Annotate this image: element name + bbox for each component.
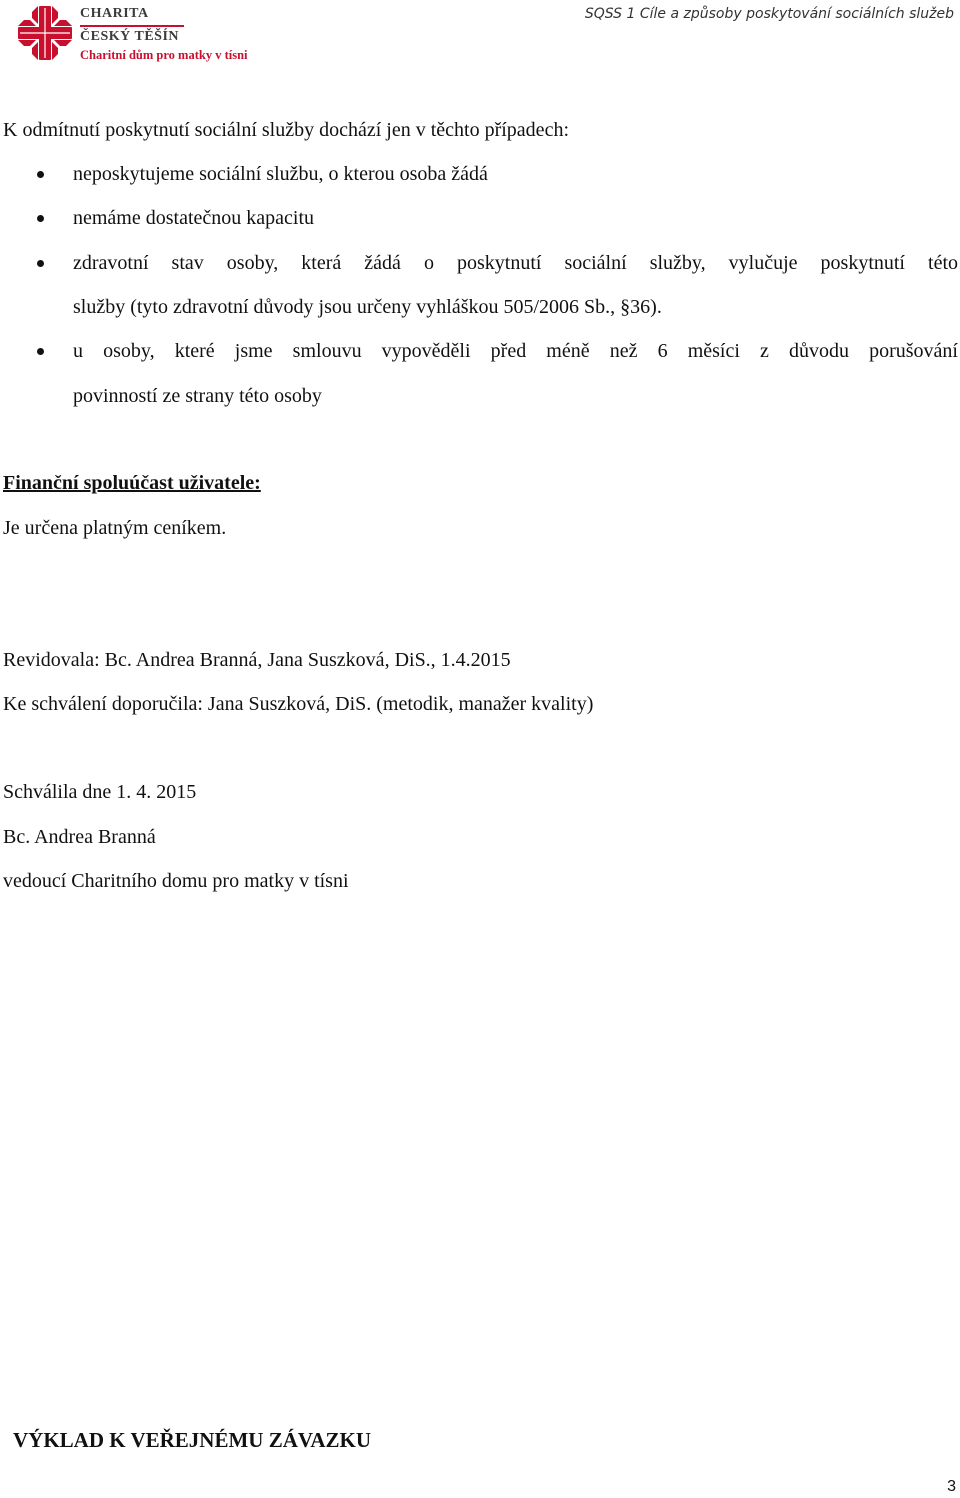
page-number: 3 (947, 1478, 956, 1495)
list-item-text: zdravotní stav osoby, která žádá o poskytnutí sociální služby, vylučuje poskytnutí této (73, 252, 958, 274)
list-item-text: u osoby, které jsme smlouvu vypověděli před méně než 6 měsíci z důvodu porušování (73, 340, 958, 362)
logo-line-2: ČESKÝ TĚŠÍN (80, 29, 180, 44)
bullet-icon (37, 215, 44, 222)
approver-name: Bc. Andrea Branná (3, 826, 156, 848)
financial-text: Je určena platným ceníkem. (3, 517, 227, 539)
revised-by: Revidovala: Bc. Andrea Branná, Jana Suszková, DiS., 1.4.2015 (3, 649, 511, 671)
bullet-icon (37, 348, 44, 355)
approver-role: vedoucí Charitního domu pro matky v tísni (3, 870, 349, 892)
charita-logo (16, 4, 246, 64)
section-title: VÝKLAD K VEŘEJNÉMU ZÁVAZKU (13, 1428, 372, 1452)
refusal-intro: K odmítnutí poskytnutí sociální služby dochází jen v těchto případech: (3, 119, 569, 141)
list-item-text: nemáme dostatečnou kapacitu (73, 207, 315, 229)
logo-divider (80, 25, 184, 27)
financial-heading: Finanční spoluúčast uživatele: (3, 472, 261, 494)
bullet-icon (37, 260, 44, 267)
charity-cross-icon (16, 4, 74, 62)
list-item-text: povinností ze strany této osoby (73, 385, 322, 407)
logo-line-3: Charitní dům pro matky v tísni (80, 48, 248, 62)
recommended-by: Ke schválení doporučila: Jana Suszková, DiS. (metodik, manažer kvality) (3, 693, 594, 715)
approval-date: Schválila dne 1. 4. 2015 (3, 781, 197, 803)
document-title: SQSS 1 Cíle a způsoby poskytování sociálních služeb (584, 6, 954, 22)
logo-line-1: CHARITA (80, 6, 149, 21)
bullet-icon (37, 171, 44, 178)
list-item-text: služby (tyto zdravotní důvody jsou určeny vyhláškou 505/2006 Sb., §36). (73, 296, 662, 318)
page-header (0, 0, 960, 70)
list-item-text: neposkytujeme sociální službu, o kterou osoba žádá (73, 163, 488, 185)
